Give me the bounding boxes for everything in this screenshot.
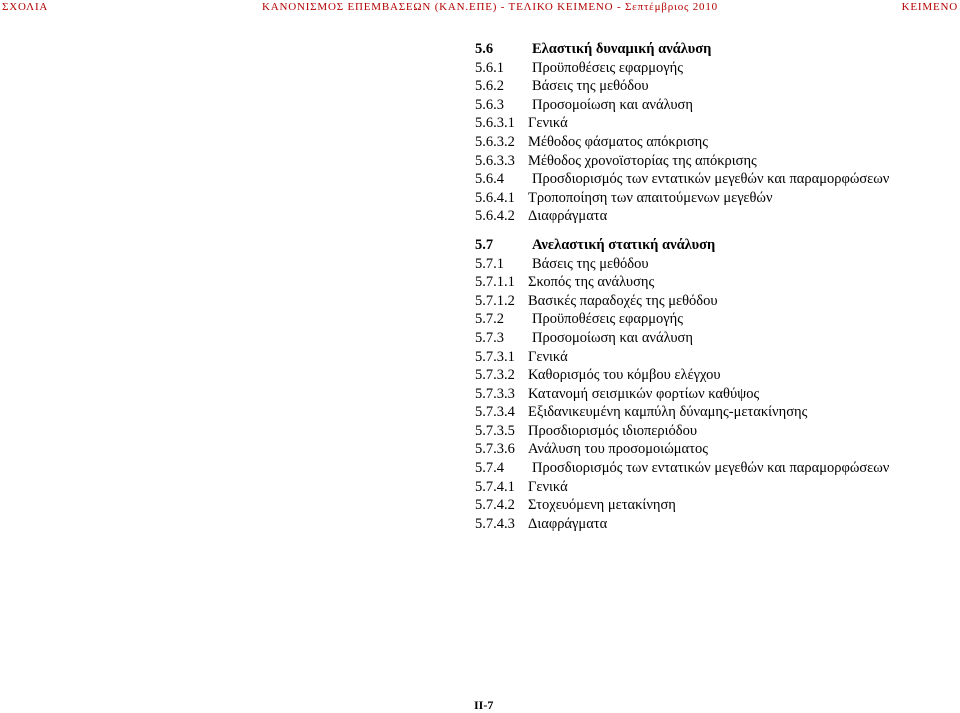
toc-title: Προσομοίωση και ανάλυση bbox=[532, 329, 693, 346]
toc-title: Ελαστική δυναμική ανάλυση bbox=[532, 41, 712, 57]
toc-title: Καθορισμός του κόμβου ελέγχου bbox=[528, 367, 721, 384]
section-gap bbox=[475, 226, 955, 236]
toc-entry bbox=[475, 236, 955, 255]
toc-entry bbox=[475, 255, 955, 274]
toc-entry bbox=[475, 207, 955, 226]
toc-title: Προσομοίωση και ανάλυση bbox=[532, 96, 693, 113]
toc-entry bbox=[475, 59, 955, 78]
toc-entry bbox=[475, 273, 955, 292]
toc-number: 5.6.4.2 bbox=[475, 208, 515, 225]
toc-title: Μέθοδος χρονοϊστορίας της απόκρισης bbox=[528, 152, 757, 169]
toc-entry bbox=[475, 459, 955, 478]
toc-number: 5.6.3.3 bbox=[475, 152, 515, 169]
toc-title: Προϋποθέσεις εφαρμογής bbox=[532, 59, 683, 76]
toc-title: Τροποποίηση των απαιτούμενων μεγεθών bbox=[528, 189, 773, 206]
toc-entry bbox=[475, 292, 955, 311]
toc-number: 5.7.1.1 bbox=[475, 274, 515, 291]
toc-entry bbox=[475, 133, 955, 152]
toc-entry bbox=[475, 496, 955, 515]
toc-entry bbox=[475, 114, 955, 133]
toc-number: 5.6.3.1 bbox=[475, 115, 515, 132]
toc-number: 5.7.2 bbox=[475, 311, 504, 328]
toc-number: 5.6.3.2 bbox=[475, 133, 515, 150]
toc-entry bbox=[475, 96, 955, 115]
header-document-title: ΚΑΝΟΝΙΣΜΟΣ ΕΠΕΜΒΑΣΕΩΝ (ΚΑΝ.ΕΠΕ) - ΤΕΛΙΚΟ ΚΕΙΜΕΝΟ - Σεπτέμβριος 2010 bbox=[262, 1, 718, 13]
toc-title: Μέθοδος φάσματος απόκρισης bbox=[528, 133, 708, 150]
toc-entry bbox=[475, 329, 955, 348]
toc-entry bbox=[475, 478, 955, 497]
toc-title: Ανελαστική στατική ανάλυση bbox=[532, 236, 716, 253]
page-number: II-7 bbox=[474, 698, 494, 712]
toc-title: Βασικές παραδοχές της μεθόδου bbox=[528, 292, 718, 309]
toc-title: Στοχευόμενη μετακίνηση bbox=[528, 497, 676, 514]
toc-number: 5.7.3.3 bbox=[475, 385, 515, 402]
toc-title: Διαφράγματα bbox=[528, 208, 608, 225]
toc-number: 5.7.3.6 bbox=[475, 441, 515, 458]
toc-number: 5.7.4.2 bbox=[475, 497, 515, 514]
toc-number: 5.7.3.4 bbox=[475, 404, 515, 421]
toc-entry bbox=[475, 366, 955, 385]
toc-title: Κατανομή σεισμικών φορτίων καθύψος bbox=[528, 385, 760, 402]
toc-title: Προσδιορισμός των εντατικών μεγεθών και παραμορφώσεων bbox=[532, 460, 890, 477]
toc-number: 5.6.1 bbox=[475, 59, 504, 76]
toc-entry bbox=[475, 515, 955, 534]
toc-number: 5.7.4.1 bbox=[475, 478, 515, 495]
toc-number: 5.7.1.2 bbox=[475, 292, 515, 309]
toc-entry bbox=[475, 189, 955, 208]
toc-title: Βάσεις της μεθόδου bbox=[532, 78, 649, 95]
toc-title: Γενικά bbox=[528, 478, 568, 495]
header-right-label: ΚΕΙΜΕΝΟ bbox=[901, 1, 958, 13]
toc-entry bbox=[475, 385, 955, 404]
toc-title: Σκοπός της ανάλυσης bbox=[528, 274, 655, 291]
toc-title: Βάσεις της μεθόδου bbox=[532, 255, 649, 272]
toc-title: Εξιδανικευμένη καμπύλη δύναμης-μετακίνησης bbox=[528, 404, 808, 421]
toc-number: 5.7.1 bbox=[475, 255, 504, 272]
toc-number: 5.6 bbox=[475, 41, 494, 57]
toc-entry bbox=[475, 348, 955, 367]
toc-number: 5.6.4 bbox=[475, 171, 504, 188]
toc-number: 5.7.3 bbox=[475, 329, 504, 346]
toc-entry bbox=[475, 403, 955, 422]
toc-title: Προσδιορισμός ιδιοπεριόδου bbox=[528, 422, 698, 439]
toc-entry bbox=[475, 422, 955, 441]
toc-number: 5.6.2 bbox=[475, 78, 504, 95]
toc-title: Γενικά bbox=[528, 348, 568, 365]
toc-entry bbox=[475, 170, 955, 189]
page-header bbox=[0, 0, 960, 22]
table-of-contents bbox=[475, 40, 955, 533]
toc-number: 5.6.4.1 bbox=[475, 189, 515, 206]
toc-title: Προϋποθέσεις εφαρμογής bbox=[532, 311, 683, 328]
toc-number: 5.7.3.2 bbox=[475, 367, 515, 384]
toc-entry bbox=[475, 77, 955, 96]
toc-number: 5.7 bbox=[475, 236, 494, 253]
toc-title: Διαφράγματα bbox=[528, 515, 608, 532]
header-left-label: ΣΧΟΛΙΑ bbox=[2, 1, 49, 13]
toc-entry bbox=[475, 310, 955, 329]
toc-title: Γενικά bbox=[528, 115, 568, 132]
toc-number: 5.7.3.1 bbox=[475, 348, 515, 365]
toc-number: 5.7.3.5 bbox=[475, 422, 515, 439]
toc-number: 5.7.4 bbox=[475, 460, 504, 477]
toc-entry bbox=[475, 152, 955, 171]
toc-title: Προσδιορισμός των εντατικών μεγεθών και παραμορφώσεων bbox=[532, 171, 890, 188]
toc-title: Ανάλυση του προσομοιώματος bbox=[528, 441, 708, 458]
toc-number: 5.7.4.3 bbox=[475, 515, 515, 532]
toc-entry bbox=[475, 40, 955, 59]
toc-entry bbox=[475, 440, 955, 459]
toc-number: 5.6.3 bbox=[475, 96, 504, 113]
